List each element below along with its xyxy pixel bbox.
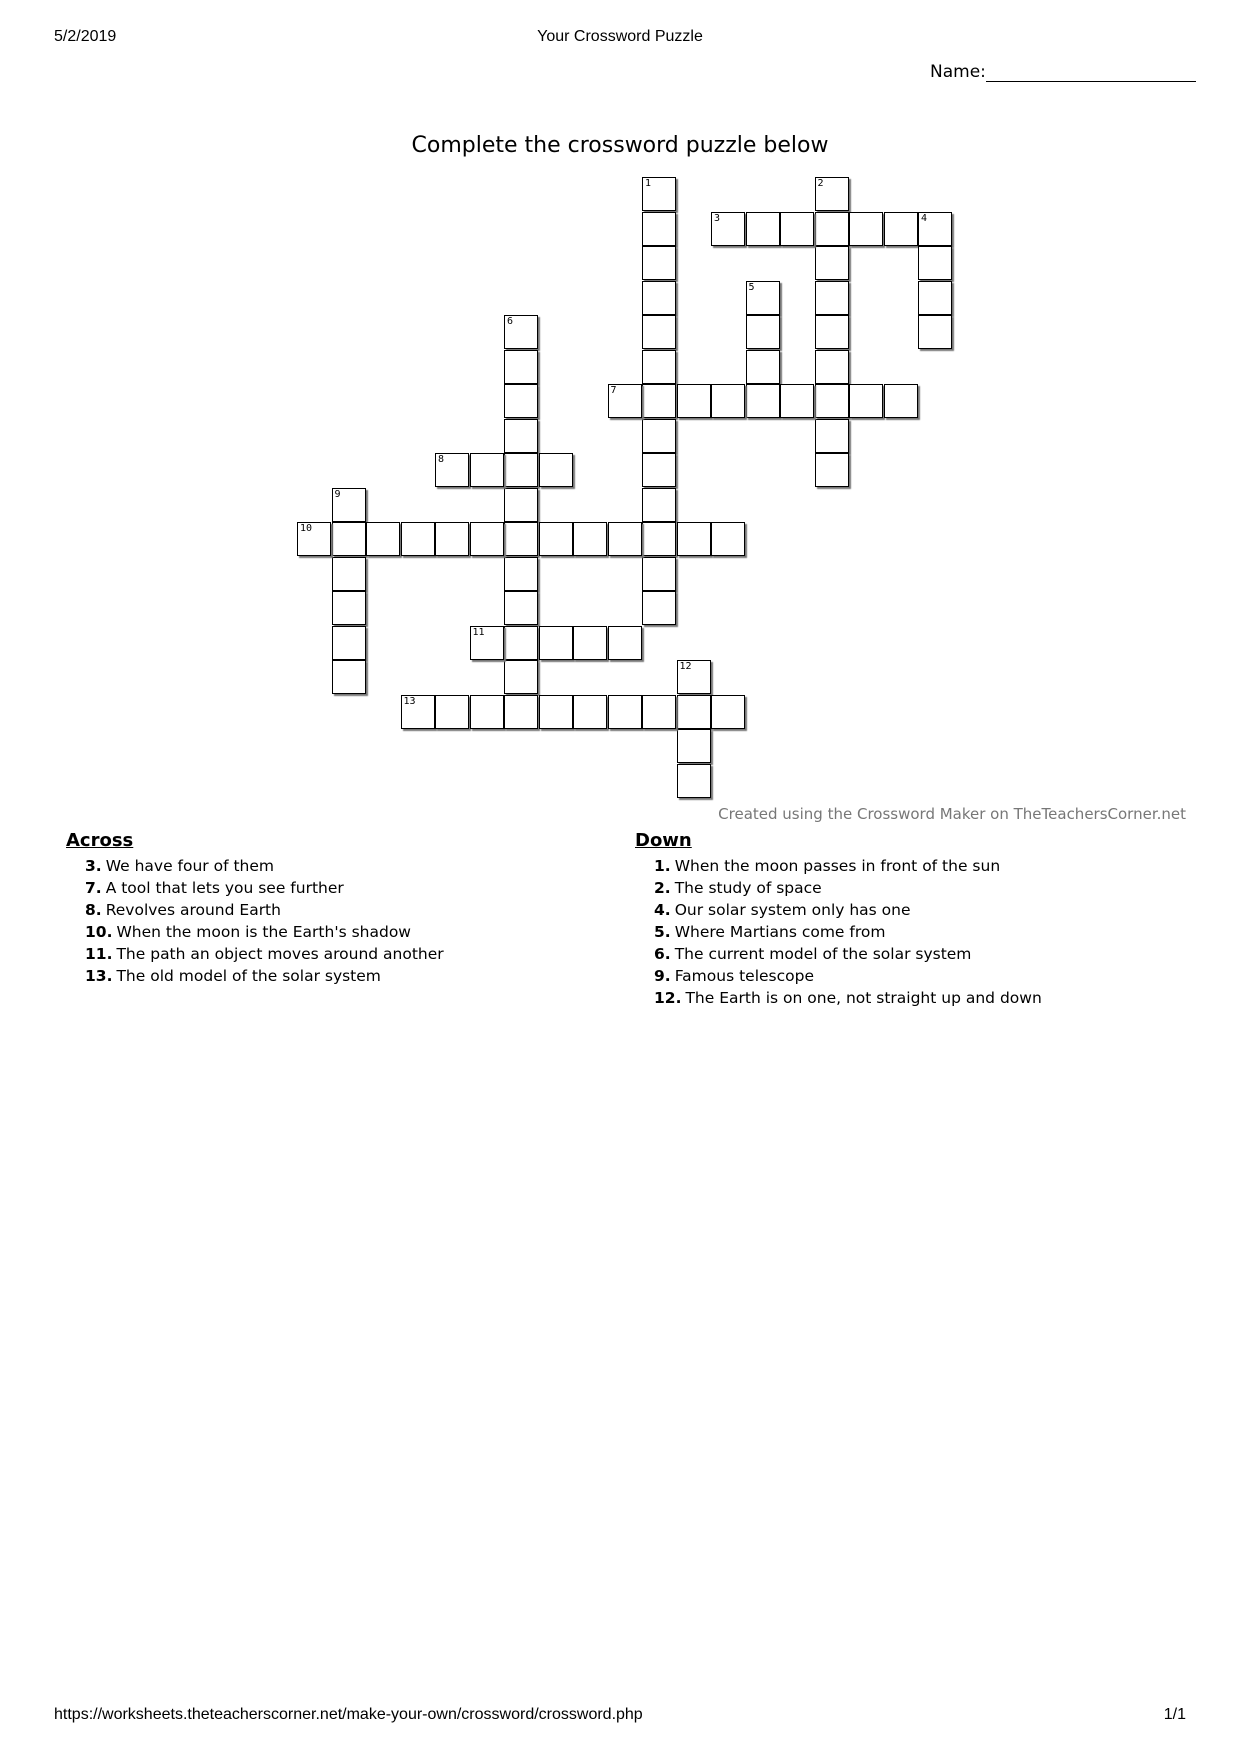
- clue-item-number: 13.: [85, 967, 113, 985]
- crossword-cell[interactable]: [642, 591, 676, 625]
- crossword-cell[interactable]: [435, 453, 469, 487]
- clue-number: 7: [610, 385, 617, 396]
- crossword-cell[interactable]: [642, 557, 676, 591]
- clue-item-text: The Earth is on one, not straight up and down: [685, 989, 1042, 1007]
- clue-number: 4: [921, 212, 928, 224]
- clue-item-text: The path an object moves around another: [116, 945, 444, 963]
- crossword-cell[interactable]: [642, 453, 676, 487]
- down-clues: [635, 830, 1042, 1009]
- crossword-cell[interactable]: [711, 522, 745, 556]
- clue-item: [654, 987, 1042, 1009]
- crossword-cell[interactable]: [573, 522, 607, 556]
- clue-item-number: 10.: [85, 923, 113, 941]
- crossword-cell[interactable]: [642, 522, 676, 556]
- crossword-cell[interactable]: [470, 522, 504, 556]
- crossword-cell[interactable]: [332, 660, 366, 694]
- clue-item-number: 9.: [654, 967, 671, 985]
- crossword-cell[interactable]: [642, 419, 676, 453]
- crossword-cell[interactable]: [504, 660, 538, 694]
- print-page-title: Your Crossword Puzzle: [537, 28, 703, 45]
- crossword-cell[interactable]: [815, 384, 849, 418]
- clue-item-number: 7.: [85, 879, 102, 897]
- clue-item-text: The old model of the solar system: [116, 967, 381, 985]
- across-heading: Across: [66, 830, 134, 851]
- clue-item: [85, 855, 444, 877]
- crossword-cell[interactable]: [677, 729, 711, 763]
- crossword-cell[interactable]: [746, 384, 780, 418]
- crossword-cell[interactable]: [401, 522, 435, 556]
- clue-item-text: The study of space: [674, 879, 822, 897]
- crossword-cell[interactable]: [815, 246, 849, 280]
- crossword-cell[interactable]: [332, 522, 366, 556]
- clue-item-number: 2.: [654, 879, 671, 897]
- crossword-cell[interactable]: [608, 626, 642, 660]
- crossword-cell[interactable]: [642, 488, 676, 522]
- crossword-cell[interactable]: [504, 591, 538, 625]
- crossword-cell[interactable]: [504, 557, 538, 591]
- clue-item: [654, 921, 1042, 943]
- crossword-cell[interactable]: [815, 350, 849, 384]
- crossword-cell[interactable]: [642, 315, 676, 349]
- name-field: [930, 62, 1196, 82]
- crossword-cell[interactable]: [815, 453, 849, 487]
- clue-item: [85, 921, 444, 943]
- crossword-cell[interactable]: [642, 695, 676, 729]
- crossword-cell[interactable]: [642, 177, 676, 211]
- clue-number: 9: [334, 488, 341, 500]
- clue-item-text: Famous telescope: [674, 967, 814, 985]
- clue-item-number: 12.: [654, 989, 682, 1007]
- clue-number: 13: [403, 695, 416, 707]
- crossword-cell[interactable]: [815, 212, 849, 246]
- crossword-cell[interactable]: [504, 350, 538, 384]
- crossword-cell[interactable]: [539, 626, 573, 660]
- crossword-cell[interactable]: [504, 419, 538, 453]
- clue-item-text: A tool that lets you see further: [105, 879, 344, 897]
- clue-number: 5: [748, 281, 755, 293]
- crossword-cell[interactable]: [332, 557, 366, 591]
- clue-item-number: 11.: [85, 945, 113, 963]
- crossword-cell[interactable]: [815, 177, 849, 211]
- crossword-cell[interactable]: [539, 453, 573, 487]
- crossword-cell[interactable]: [573, 695, 607, 729]
- crossword-cell[interactable]: [539, 695, 573, 729]
- down-list: [635, 855, 1042, 1009]
- crossword-cell[interactable]: [711, 695, 745, 729]
- clue-item-number: 8.: [85, 901, 102, 919]
- crossword-cell[interactable]: [677, 660, 711, 694]
- crossword-cell[interactable]: [608, 522, 642, 556]
- puzzle-title: Complete the crossword puzzle below: [411, 133, 829, 158]
- clue-item: [85, 965, 444, 987]
- name-blank-line: [986, 63, 1196, 82]
- crossword-cell[interactable]: [711, 384, 745, 418]
- crossword-cell[interactable]: [297, 522, 331, 556]
- print-date: 5/2/2019: [54, 28, 117, 45]
- clue-number: 8: [438, 454, 445, 465]
- clue-item: [85, 943, 444, 965]
- crossword-cell[interactable]: [435, 695, 469, 729]
- clue-number: 1: [645, 178, 652, 189]
- clue-number: 11: [472, 626, 485, 638]
- crossword-cell[interactable]: [918, 212, 952, 246]
- clue-item: [654, 943, 1042, 965]
- crossword-cell[interactable]: [780, 212, 814, 246]
- clue-number: 10: [300, 523, 313, 534]
- crossword-cell[interactable]: [884, 212, 918, 246]
- clue-item: [85, 899, 444, 921]
- crossword-cell[interactable]: [677, 695, 711, 729]
- crossword-cell[interactable]: [642, 350, 676, 384]
- clue-item-text: When the moon is the Earth's shadow: [116, 923, 411, 941]
- crossword-cell[interactable]: [504, 626, 538, 660]
- crossword-cell[interactable]: [470, 695, 504, 729]
- crossword-cell[interactable]: [504, 488, 538, 522]
- crossword-cell[interactable]: [642, 246, 676, 280]
- crossword-cell[interactable]: [332, 488, 366, 522]
- clue-item-text: Revolves around Earth: [105, 901, 281, 919]
- crossword-cell[interactable]: [780, 384, 814, 418]
- crossword-cell[interactable]: [918, 315, 952, 349]
- crossword-cell[interactable]: [849, 212, 883, 246]
- clue-item-text: When the moon passes in front of the sun: [674, 857, 1001, 875]
- crossword-cell[interactable]: [366, 522, 400, 556]
- crossword-cell[interactable]: [677, 764, 711, 798]
- crossword-cell[interactable]: [401, 695, 435, 729]
- crossword-cell[interactable]: [746, 315, 780, 349]
- crossword-cell[interactable]: [470, 626, 504, 660]
- crossword-cell[interactable]: [849, 384, 883, 418]
- crossword-cell[interactable]: [608, 695, 642, 729]
- crossword-cell[interactable]: [815, 281, 849, 315]
- clue-item-number: 1.: [654, 857, 671, 875]
- crossword-cell[interactable]: [677, 522, 711, 556]
- crossword-cell[interactable]: [504, 453, 538, 487]
- footer-url: https://worksheets.theteacherscorner.net/make-your-own/crossword/crossword.php: [54, 1706, 643, 1723]
- crossword-cell[interactable]: [504, 522, 538, 556]
- crossword-cell[interactable]: [435, 522, 469, 556]
- crossword-cell[interactable]: [539, 522, 573, 556]
- crossword-cell[interactable]: [815, 419, 849, 453]
- crossword-cell[interactable]: [642, 212, 676, 246]
- clue-number: 2: [817, 178, 824, 189]
- crossword-cell[interactable]: [711, 212, 745, 246]
- crossword-cell[interactable]: [573, 626, 607, 660]
- crossword-cell[interactable]: [746, 350, 780, 384]
- crossword-cell[interactable]: [642, 384, 676, 418]
- across-clues: [66, 830, 444, 987]
- clue-number: 12: [679, 661, 692, 672]
- crossword-cell[interactable]: [504, 384, 538, 418]
- crossword-cell[interactable]: [677, 384, 711, 418]
- crossword-cell[interactable]: [504, 315, 538, 349]
- clue-item: [654, 899, 1042, 921]
- clue-item: [85, 877, 444, 899]
- crossword-cell[interactable]: [332, 626, 366, 660]
- clue-item-number: 3.: [85, 857, 102, 875]
- clue-item-number: 5.: [654, 923, 671, 941]
- credit-line: Created using the Crossword Maker on TheTeachersCorner.net: [718, 805, 1186, 823]
- clue-item: [654, 877, 1042, 899]
- clue-item-text: We have four of them: [105, 857, 274, 875]
- crossword-cell[interactable]: [332, 591, 366, 625]
- clue-item-number: 6.: [654, 945, 671, 963]
- clue-item-text: Where Martians come from: [674, 923, 886, 941]
- crossword-cell[interactable]: [918, 281, 952, 315]
- crossword-cell[interactable]: [504, 695, 538, 729]
- crossword-cell[interactable]: [608, 384, 642, 418]
- clue-item-number: 4.: [654, 901, 671, 919]
- footer-page-number: 1/1: [1163, 1706, 1186, 1723]
- clue-number: 6: [507, 316, 514, 327]
- crossword-cell[interactable]: [470, 453, 504, 487]
- crossword-cell[interactable]: [642, 281, 676, 315]
- crossword-cell[interactable]: [815, 315, 849, 349]
- across-list: [66, 855, 444, 987]
- clue-item-text: The current model of the solar system: [674, 945, 972, 963]
- name-label: Name:: [930, 62, 986, 82]
- crossword-cell[interactable]: [918, 246, 952, 280]
- clue-number: 3: [714, 212, 721, 224]
- crossword-cell[interactable]: [884, 384, 918, 418]
- clue-item: [654, 965, 1042, 987]
- clue-item: [654, 855, 1042, 877]
- clue-item-text: Our solar system only has one: [674, 901, 911, 919]
- down-heading: Down: [635, 830, 692, 851]
- crossword-cell[interactable]: [746, 212, 780, 246]
- crossword-cell[interactable]: [746, 281, 780, 315]
